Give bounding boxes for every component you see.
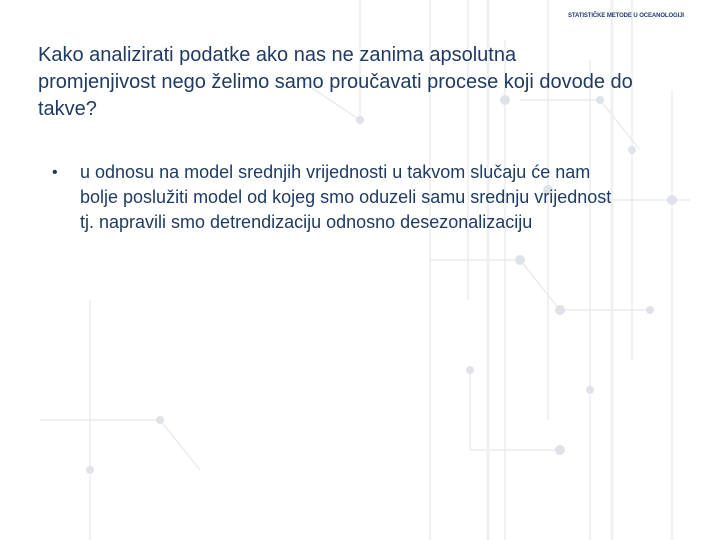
bullet-text: u odnosu na model srednjih vrijednosti u takvom slučaju će nam bolje poslužiti model od kojeg smo oduzeli samu srednju vrijednost tj. napravili smo detrendizaciju odnosno desezonalizaciju [80, 162, 612, 232]
bullet-list [52, 160, 612, 235]
bullet-symbol: • [52, 164, 58, 181]
slide-title: Kako analizirati podatke ako nas ne zanima apsolutna promjenjivost nego želimo samo proučavati procese koji dovode do takve? [38, 44, 633, 120]
bullet-item [52, 160, 612, 235]
course-header: STATISTIČKE METODE U OCEANOLOGIJI [567, 13, 684, 19]
